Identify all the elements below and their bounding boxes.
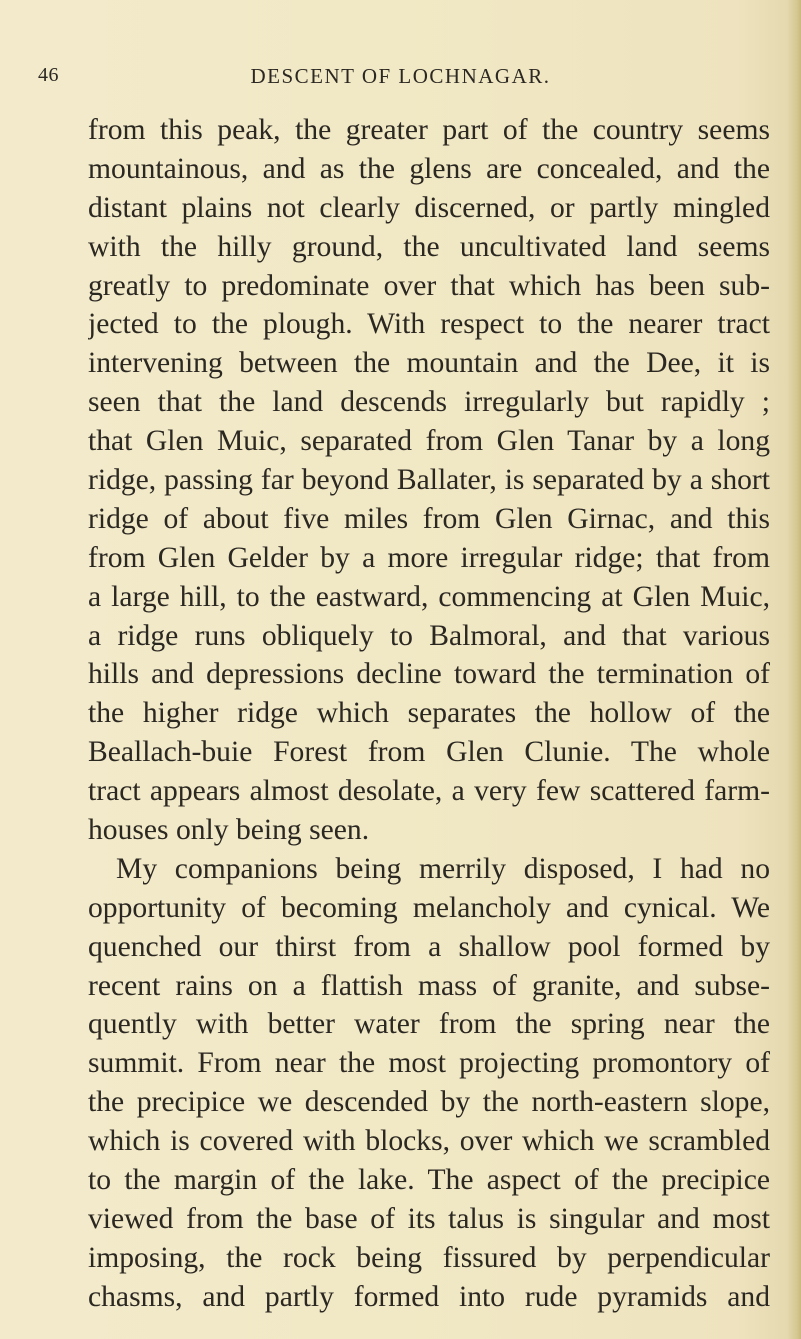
text-line: quenched our thirst from a shallow pool formed by	[88, 930, 770, 963]
text-line: distant plains not clearly discerned, or partly mingled	[88, 191, 770, 224]
page-number: 46	[38, 64, 59, 86]
text-line: recent rains on a flattish mass of granite, and subse-	[88, 969, 770, 1002]
text-line: to the margin of the lake. The aspect of the precipice	[88, 1164, 770, 1197]
text-line: Beallach-buie Forest from Glen Clunie. The whole	[88, 736, 770, 769]
text-line: hills and depressions decline toward the termination of	[88, 658, 770, 691]
text-line: summit. From near the most projecting promontory of	[88, 1047, 770, 1080]
paragraph-end-line: houses only being seen.	[88, 814, 370, 847]
body-text	[88, 111, 770, 1317]
text-line: jected to the plough. With respect to the nearer tract	[88, 308, 770, 341]
page-title: DESCENT OF LOCHNAGAR.	[250, 64, 551, 88]
running-head	[38, 64, 763, 94]
text-line: mountainous, and as the glens are concealed, and the	[88, 152, 770, 185]
text-line: greatly to predominate over that which has been sub-	[88, 269, 770, 302]
text-line: seen that the land descends irregularly but rapidly ;	[88, 386, 770, 419]
text-line: a ridge runs obliquely to Balmoral, and that various	[88, 619, 770, 652]
text-line: intervening between the mountain and the Dee, it is	[88, 347, 770, 380]
text-line: from this peak, the greater part of the country seems	[88, 114, 770, 146]
text-line: imposing, the rock being fissured by perpendicular	[88, 1241, 770, 1274]
text-line: ridge of about five miles from Glen Girnac, and this	[88, 502, 770, 535]
text-line: that Glen Muic, separated from Glen Tanar by a long	[88, 425, 770, 458]
text-line: quently with better water from the spring near the	[88, 1008, 770, 1041]
text-line: which is covered with blocks, over which we scrambled	[88, 1125, 770, 1158]
text-line: viewed from the base of its talus is singular and most	[88, 1202, 770, 1235]
paragraph-start-line: My companions being merrily disposed, I had no	[116, 852, 770, 885]
text-line: the higher ridge which separates the hollow of the	[88, 697, 770, 730]
text-line: tract appears almost desolate, a very few scattered farm-	[88, 775, 770, 808]
text-line: ridge, passing far beyond Ballater, is separated by a short	[88, 464, 770, 497]
text-line: the precipice we descended by the north-eastern slope,	[88, 1086, 770, 1119]
text-line: opportunity of becoming melancholy and cynical. We	[88, 891, 770, 924]
text-line: with the hilly ground, the uncultivated land seems	[88, 230, 770, 263]
text-line: a large hill, to the eastward, commencing at Glen Muic,	[88, 580, 770, 613]
page-edge	[787, 0, 801, 1339]
text-line: chasms, and partly formed into rude pyramids and	[88, 1280, 770, 1313]
text-line: from Glen Gelder by a more irregular ridge; that from	[88, 541, 770, 574]
